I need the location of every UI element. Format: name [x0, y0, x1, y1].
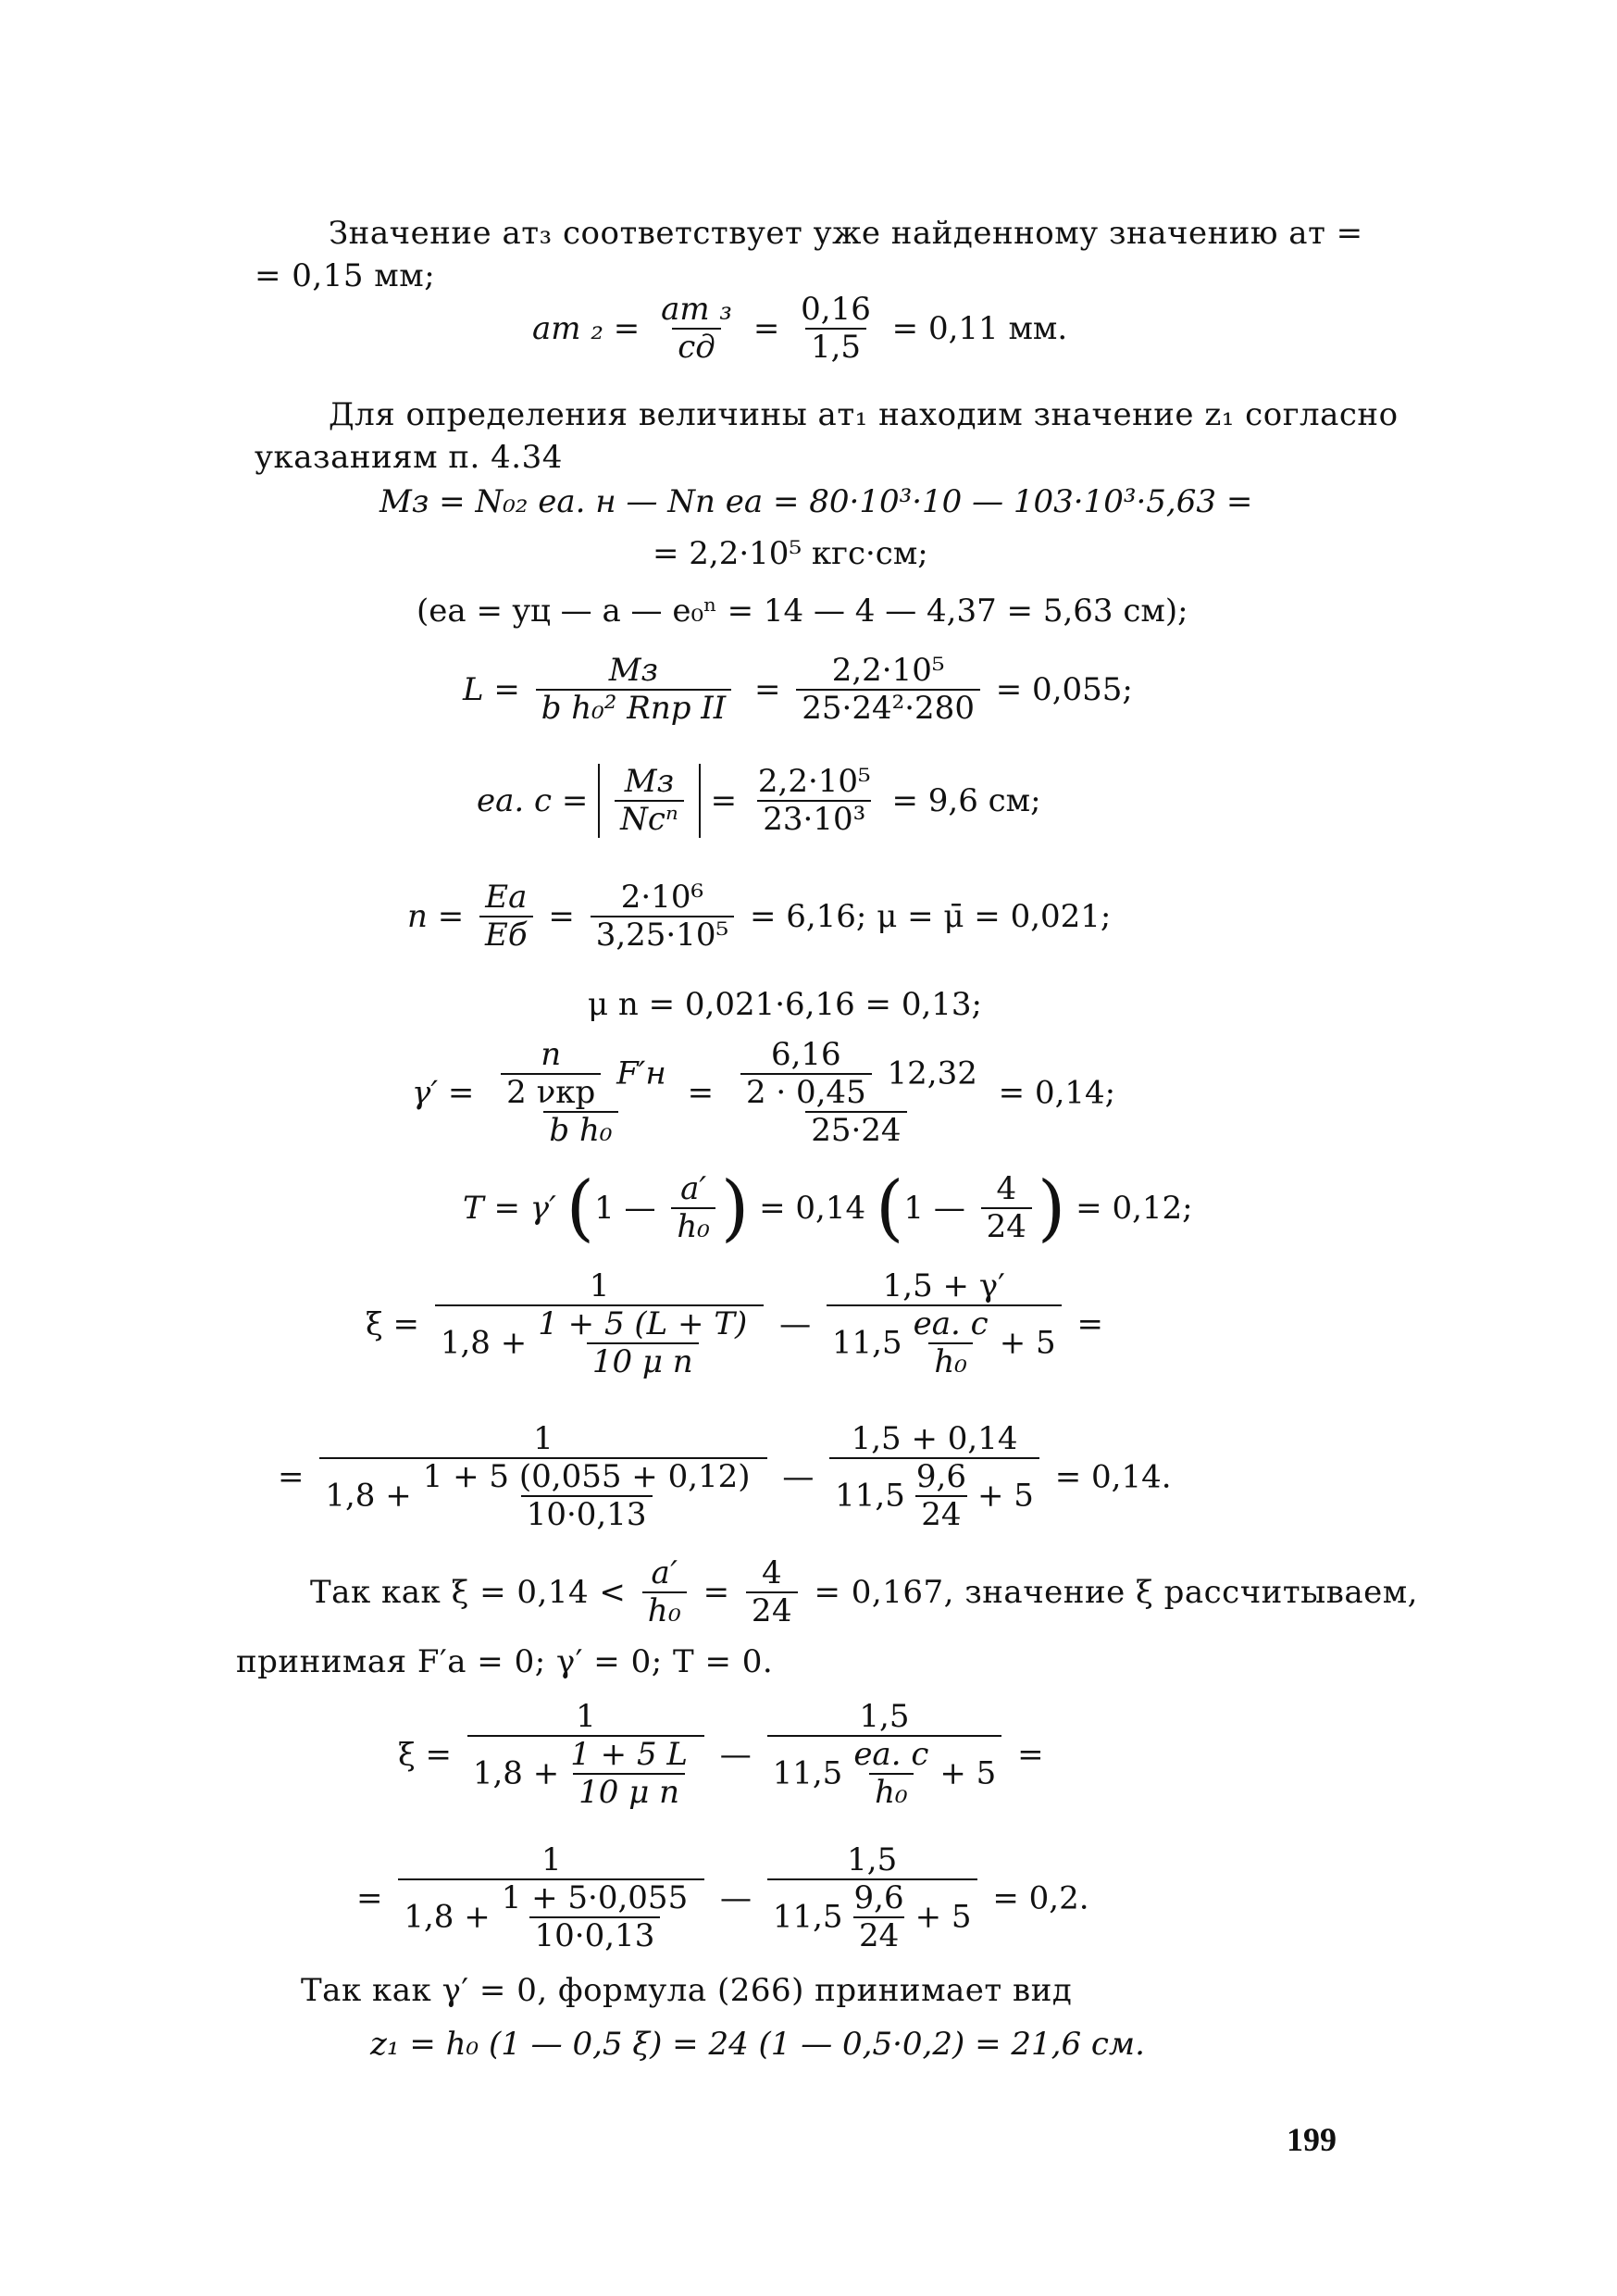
- equation-n: n = $\frac{Eа}{Eб}$ = $\frac{\text{2·10⁶}}{\text{3,25·10⁵}}$ = 6,16; μ = μ̄ = 0,021;: [407, 879, 1112, 955]
- absolute-value: [598, 764, 701, 838]
- fraction: [435, 1268, 764, 1380]
- denominator: h₀: [642, 1591, 688, 1629]
- denominator: 23·10³: [757, 800, 871, 838]
- denominator: 1,8 + $\frac{1 + 5 (0,055 + 0,12)}{10\cdot 0,13}$: [319, 1457, 766, 1533]
- numerator: 0,16: [801, 291, 871, 328]
- fraction: [398, 1842, 704, 1954]
- numerator: aт ₃: [661, 291, 733, 328]
- numerator: 1,5 + 0,14: [851, 1420, 1018, 1457]
- numerator: Mз: [624, 763, 675, 800]
- numerator: 1: [541, 1841, 562, 1878]
- fraction: [319, 1421, 766, 1533]
- paragraph-4-line-1: Так как γ′ = 0, формула (266) принимает вид: [301, 1972, 1073, 2009]
- one-minus: 1 —: [903, 1190, 965, 1228]
- eq-result: = 0,055;: [995, 671, 1133, 709]
- equation-m3-line-1: Mз = N₀₂ eа. н — Nп eа = 80·10³·10 — 103·10³·5,63 =: [379, 483, 1253, 520]
- fraction: [671, 1171, 715, 1245]
- numerator: 1: [576, 1698, 596, 1735]
- numerator: 4: [761, 1554, 783, 1591]
- numerator: 2,2·10⁵: [757, 763, 871, 800]
- numerator: 1,5 + γ′: [882, 1267, 1005, 1304]
- equation-at2: aт ₂ = $\frac{\text{aт ₃}}{cд}$ = $\frac{0,16}{1,5}$ = 0,11 мм.: [532, 291, 1068, 367]
- fraction: [479, 880, 533, 954]
- fraction: [795, 292, 877, 366]
- fraction: [655, 292, 738, 366]
- fraction: [729, 1037, 983, 1149]
- fraction: [796, 653, 980, 727]
- paragraph-1-line-1: Значение aт₃ соответствует уже найденному значению aт =: [329, 215, 1363, 252]
- fraction: [501, 1037, 601, 1111]
- eq-result: = 0,2.: [992, 1879, 1089, 1917]
- denominator: 1,8 + $\frac{1 + 5 (L + T)}{\text{10 μ n}}$: [435, 1304, 764, 1380]
- eq-lhs: n =: [407, 898, 465, 936]
- fraction: [746, 1555, 798, 1629]
- minus-sign: —: [779, 1305, 812, 1343]
- eq-lhs: ξ =: [366, 1305, 420, 1343]
- fraction: [490, 1037, 672, 1149]
- paragraph-3-line-1: Так как ξ = 0,14 < $\frac{a'}{\text{h₀}}$ = $\frac{4}{24}$ = 0,167, значение ξ рассчитываем,: [310, 1554, 1418, 1630]
- eq-result: = 0,14.: [1054, 1458, 1172, 1496]
- denominator: 3,25·10⁵: [591, 916, 734, 954]
- eq-lhs: =: [356, 1879, 383, 1917]
- eq-lhs: L =: [463, 671, 520, 709]
- equation-xi-1: [366, 1268, 1103, 1380]
- denominator: 25·24²·280: [796, 689, 980, 727]
- numerator: 1: [533, 1420, 554, 1457]
- numerator-tail: 12,32: [887, 1054, 977, 1092]
- equation-m3-line-2: = 2,2·10⁵ кгс·см;: [653, 535, 928, 572]
- equation-t: T = γ′ (1 — $\frac{a'}{\text{h₀}}$ ) = 0,14 (1 — $\frac{4}{24}$ ) = 0,12;: [463, 1167, 1193, 1251]
- fraction: [753, 764, 877, 838]
- fraction: [615, 764, 684, 838]
- numerator: 2,2·10⁵: [831, 652, 945, 689]
- fraction: [767, 1842, 977, 1954]
- numerator: a′: [651, 1554, 678, 1591]
- minus-sign: —: [720, 1879, 753, 1917]
- denominator: 24: [746, 1591, 798, 1629]
- minus-sign: —: [719, 1736, 752, 1774]
- numerator: 1: [589, 1267, 610, 1304]
- equation-mu-n: μ n = 0,021·6,16 = 0,13;: [588, 986, 983, 1023]
- denominator: h₀: [671, 1207, 715, 1245]
- fraction: [981, 1171, 1032, 1245]
- eq-tail: =: [1017, 1736, 1044, 1774]
- denominator: b h₀² Rпр II: [536, 689, 731, 727]
- denominator: 25·24: [805, 1111, 906, 1149]
- numerator: a′: [680, 1170, 707, 1207]
- denominator: Eб: [479, 916, 533, 954]
- eq-lhs: eа. с =: [477, 782, 589, 820]
- equation-xi-2: [278, 1421, 1172, 1533]
- equation-xi-4: [356, 1842, 1089, 1954]
- equation-ea: (eа = yц — a — e₀ⁿ = 14 — 4 — 4,37 = 5,63 см);: [417, 593, 1188, 630]
- denominator: 2 νкр: [501, 1073, 601, 1111]
- equation-xi-3: [398, 1699, 1044, 1811]
- denominator: 1,8 + $\frac{1 + 5 L}{\text{10 μ n}}$: [467, 1735, 704, 1811]
- one-minus: 1 —: [594, 1190, 656, 1228]
- eq-lhs: γ′ =: [412, 1074, 475, 1112]
- fraction: [642, 1555, 688, 1629]
- denominator: 24: [981, 1207, 1032, 1245]
- page-number: 199: [1287, 2121, 1337, 2158]
- denominator: Nсⁿ: [615, 800, 684, 838]
- equation-z1: z₁ = h₀ (1 — 0,5 ξ) = 24 (1 — 0,5·0,2) = 21,6 см.: [370, 2026, 1145, 2063]
- fraction: [827, 1268, 1062, 1380]
- eq-result: = 0,12;: [1076, 1190, 1193, 1228]
- fraction: [536, 653, 731, 727]
- numerator: 1,5: [847, 1841, 898, 1878]
- denominator: b h₀: [543, 1111, 617, 1149]
- eq-lhs: =: [278, 1458, 305, 1496]
- denominator: 1,8 + $\frac{1 + 5\cdot 0,055}{10\cdot 0,13}$: [398, 1878, 704, 1954]
- numerator: 1,5: [859, 1698, 910, 1735]
- fraction: [767, 1699, 1002, 1811]
- denominator: 11,5 $\frac{eа. с}{\text{h₀}}$ + 5: [827, 1304, 1062, 1380]
- numerator: [490, 1037, 672, 1111]
- numerator: 6,16: [770, 1036, 841, 1073]
- eq-result: = 0,14;: [998, 1074, 1116, 1112]
- eq-result: = 6,16; μ = μ̄ = 0,021;: [749, 898, 1112, 936]
- numerator: Eа: [485, 879, 528, 916]
- denominator: 11,5 $\frac{9,6}{24}$ + 5: [829, 1457, 1039, 1533]
- equation-gamma: γ′ = $\frac{n}{\text{2 νкр}}$ F′н b h₀ = $\frac{6,16}{2 \cdot 0,45}$ 12,32 25·24 = 0,14;: [412, 1036, 1116, 1150]
- numerator: n: [541, 1036, 562, 1073]
- denominator: cд: [672, 328, 721, 366]
- minus-sign: —: [782, 1458, 815, 1496]
- fraction: [591, 880, 734, 954]
- eq-result: = 0,11 мм.: [891, 310, 1068, 348]
- numerator: Mз: [608, 652, 659, 689]
- denominator: 11,5 $\frac{eа. с}{\text{h₀}}$ + 5: [767, 1735, 1002, 1811]
- equation-l: L = $\frac{Mз}{\text{b h₀² Rпр II}}$ = $\frac{\text{2,2·10⁵}}{\text{25·24²·280}}$ = 0,055;: [463, 652, 1133, 728]
- eq-tail: =: [1076, 1305, 1103, 1343]
- denominator: 2 · 0,45: [740, 1073, 872, 1111]
- fraction: [467, 1699, 704, 1811]
- numerator: [729, 1037, 983, 1111]
- fraction: [829, 1421, 1039, 1533]
- denominator: 1,5: [805, 328, 866, 366]
- eq-lhs: T = γ′: [463, 1190, 556, 1228]
- eq-result: = 9,6 см;: [891, 782, 1041, 820]
- eq-lhs: aт ₂ =: [532, 310, 641, 348]
- eq-lhs: ξ =: [398, 1736, 453, 1774]
- eq-mid: = 0,14: [759, 1190, 866, 1228]
- numerator: 2·10⁶: [620, 879, 704, 916]
- denominator: 11,5 $\frac{9,6}{24}$ + 5: [767, 1878, 977, 1954]
- paragraph-3-line-2: принимая F′а = 0; γ′ = 0; T = 0.: [236, 1643, 774, 1680]
- paragraph-3-post: = 0,167, значение ξ рассчитываем,: [814, 1574, 1418, 1612]
- paragraph-2-line-1: Для определения величины aт₁ находим значение z₁ согласно: [329, 396, 1399, 433]
- paragraph-3-pre: Так как ξ = 0,14 <: [310, 1574, 627, 1612]
- numerator-tail: F′н: [616, 1054, 666, 1092]
- equation-eac: eа. с = $\frac{Mз}{\text{Nсⁿ}}$ = $\frac{\text{2,2·10⁵}}{\text{23·10³}}$ = 9,6 см;: [477, 763, 1041, 839]
- paragraph-1-line-2: = 0,15 мм;: [255, 257, 436, 294]
- numerator: 4: [996, 1170, 1017, 1207]
- paragraph-2-line-2: указаниям п. 4.34: [255, 439, 563, 476]
- fraction: [740, 1037, 872, 1111]
